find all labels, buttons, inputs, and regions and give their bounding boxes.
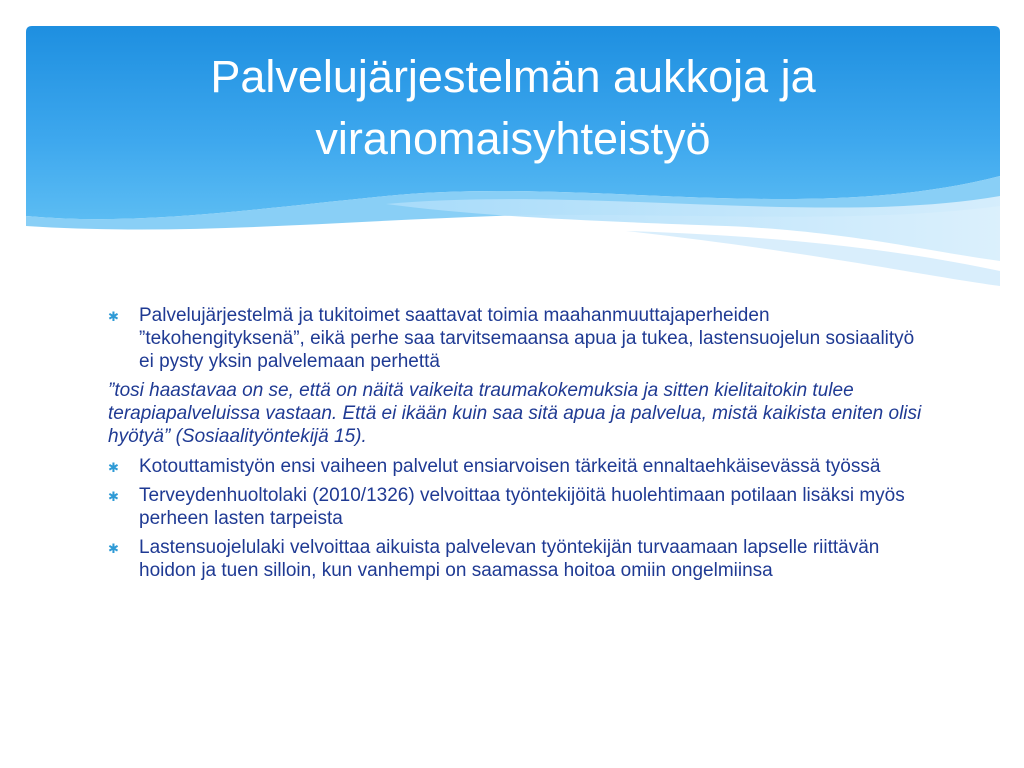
asterisk-bullet-icon: ✱ bbox=[108, 489, 119, 504]
asterisk-bullet-icon: ✱ bbox=[108, 541, 119, 556]
bullet-item bbox=[108, 536, 928, 582]
quote-text: ”tosi haastavaa on se, että on näitä vaikeita traumakokemuksia ja sitten kielitaitokin tulee terapiapalveluissa vastaan. Että ei ikään kuin saa sitä apua ja palvelua, mistä kaikista eniten olisi hyötyä” (Sosiaalityöntekijä 15). bbox=[108, 380, 922, 447]
bullet-item bbox=[108, 484, 928, 530]
bullet-text: Kotouttamistyön ensi vaiheen palvelut ensiarvoisen tärkeitä ennaltaehkäisevässä työssä bbox=[139, 456, 881, 477]
asterisk-bullet-icon: ✱ bbox=[108, 460, 119, 475]
slide-title bbox=[26, 46, 1000, 170]
bullet-text: Terveydenhuoltolaki (2010/1326) velvoittaa työntekijöitä huolehtimaan potilaan lisäksi myös perheen lasten tarpeista bbox=[139, 485, 905, 529]
bullet-text: Palvelujärjestelmä ja tukitoimet saattavat toimia maahanmuuttajaperheiden ”tekohengityksenä”, eikä perhe saa tarvitsemaansa apua ja tukea, lastensuojelun sosiaalityö ei pysty yksin palvelemaan perhettä bbox=[139, 305, 915, 372]
bullet-item bbox=[108, 455, 928, 478]
slide-content bbox=[108, 304, 928, 588]
asterisk-bullet-icon: ✱ bbox=[108, 309, 119, 324]
title-line-2: viranomaisyhteistyö bbox=[315, 113, 711, 164]
bullet-item bbox=[108, 304, 928, 373]
title-line-1: Palvelujärjestelmän aukkoja ja bbox=[210, 51, 816, 102]
bullet-text: Lastensuojelulaki velvoittaa aikuista palvelevan työntekijän turvaamaan lapselle riittävän hoidon ja tuen silloin, kun vanhempi on saamassa hoitoa omiin ongelmiinsa bbox=[139, 537, 880, 581]
